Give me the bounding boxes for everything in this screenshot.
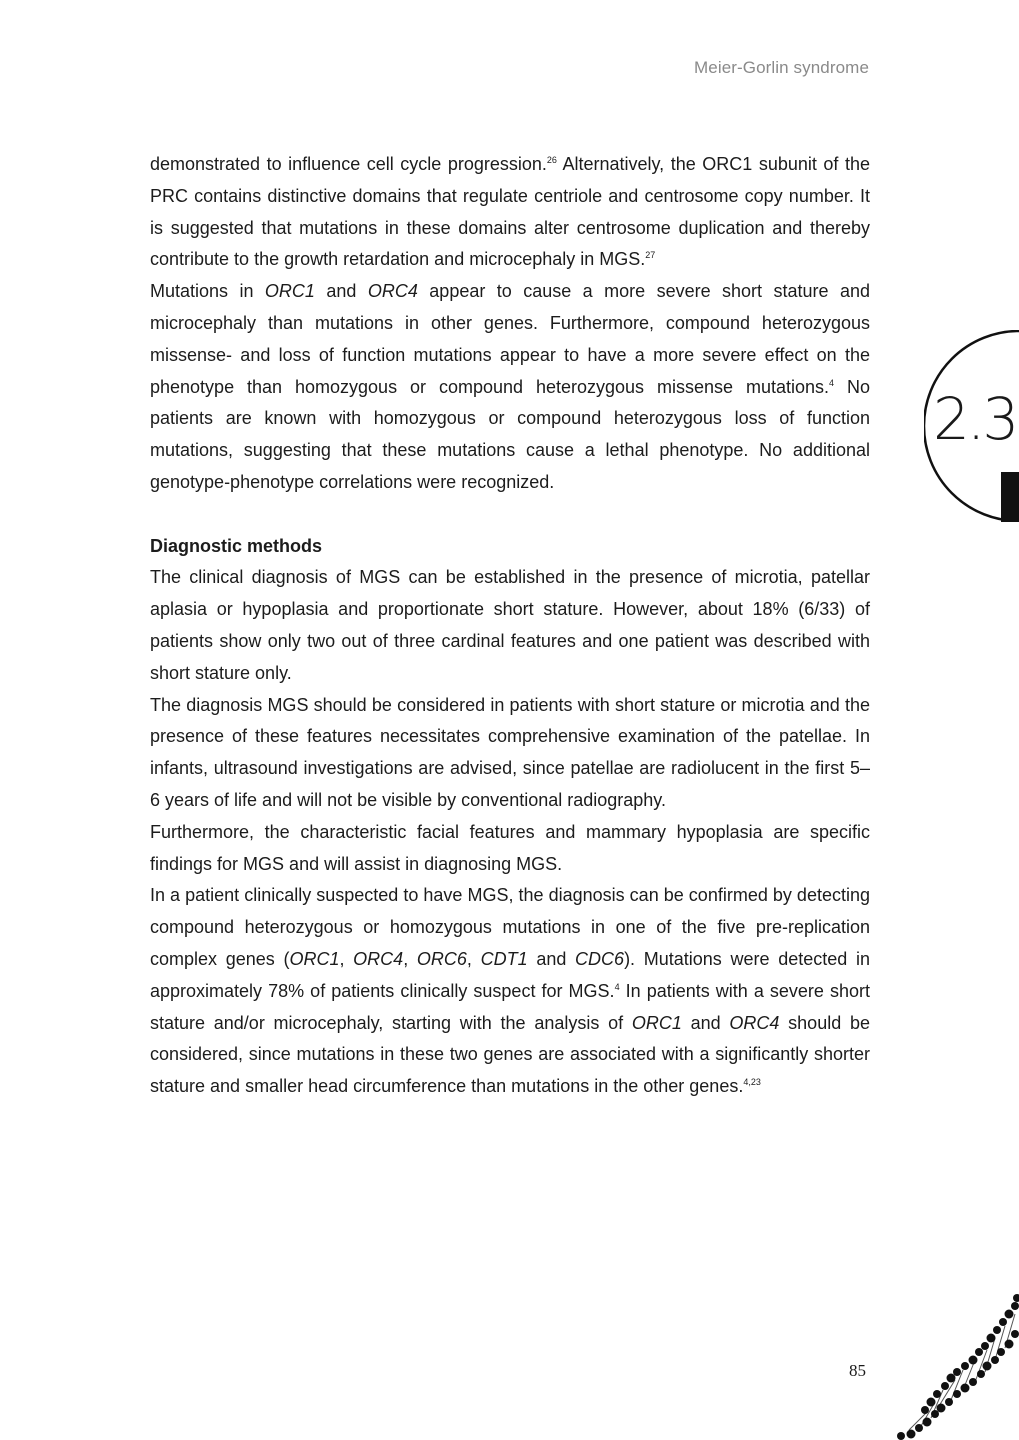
text-span: should be considered, since mutations in these two genes are associated with a significantly shorter stature and smaller head circumference than mutations in the other genes. [150,1012,870,1097]
paragraph-facial-features: Furthermore, the characteristic facial features and mammary hypoplasia are specific findings for MGS and will assist in diagnosing MGS. [150,821,870,874]
citation-ref: 27 [645,250,656,261]
text-span: Alternatively, the ORC1 subunit of the PRC contains distinctive domains that regulate centriole and centrosome copy number. It is suggested that mutations in these domains alter centrosome duplication and thereby contribute to the growth retardation and microcephaly in MGS. [150,154,870,270]
text-span: demonstrated to influence cell cycle progression. [150,154,547,174]
gene-name: ORC4 [367,281,418,302]
gene-name: ORC1 [289,948,340,969]
text-span: appear to cause a more severe short stature and microcephaly than mutations in other genes. Furthermore, compound heterozygous missense- and loss of function mutations appear to have a more severe effect on the phenotype than homozygous or compound heterozygous missense mutations. [150,281,870,397]
text-span: In a patient clinically suspected to have MGS, the diagnosis can be confirmed by detecting compound heterozygous or homozygous mutations in one of the five pre-replication complex genes ( [150,885,870,969]
citation-ref: 4 [614,981,620,992]
gene-name: CDC6 [575,948,625,969]
page-number: 85 [849,1361,866,1380]
text-span: , [339,948,354,969]
gene-name: ORC4 [353,948,404,969]
text-span: , [466,948,481,969]
text-span: and [681,1012,730,1033]
dna-helix-icon [839,1290,1019,1440]
article-body [150,149,870,1103]
gene-name: ORC1 [264,281,315,302]
paragraph-orc1-centrosome [150,149,870,276]
paragraph-genotype-phenotype [150,276,870,499]
chapter-number: 2.3 [933,385,1017,453]
text-span: No patients are known with homozygous or compound heterozygous loss of function mutations, suggesting that these mutations cause a lethal phenotype. No additional genotype-phenotype correlations were recognized. [150,376,871,492]
section-heading-diagnostic-methods: Diagnostic methods [150,535,323,556]
running-header: Meier-Gorlin syndrome [694,58,869,77]
text-span: and [527,948,576,969]
citation-ref: 4 [829,377,835,388]
gene-name: ORC4 [729,1012,780,1033]
paragraph-diagnosis-consideration: The diagnosis MGS should be considered in patients with short stature or microtia and the presence of these features necessitates comprehensive examination of the patellae. In infants, ultrasound investigations are advised, since patellae are radiolucent in the first 5–6 years of life and will not be visible by conventional radiography. [150,694,870,810]
citation-ref: 4,23 [743,1077,761,1088]
gene-name: ORC1 [631,1012,682,1033]
text-span: ). Mutations were detected in approximately 78% of patients clinically suspect for MGS. [150,948,870,1001]
chapter-tab [924,330,1019,522]
gene-name: CDT1 [480,948,528,969]
gene-name: ORC6 [416,948,467,969]
paragraph-clinical-diagnosis: The clinical diagnosis of MGS can be established in the presence of microtia, patellar aplasia or hypoplasia and proportionate short stature. However, about 18% (6/33) of patients show only two out of three cardinal features and one patient was described with short stature only. [150,567,870,683]
text-span: and [314,281,368,302]
text-span: , [403,948,417,969]
text-span: Mutations in [150,281,265,302]
citation-ref: 26 [546,155,557,165]
text-span: In patients with a severe short stature and/or microcephaly, starting with the analysis of [150,980,871,1033]
paragraph-genetic-confirmation [150,880,870,1103]
